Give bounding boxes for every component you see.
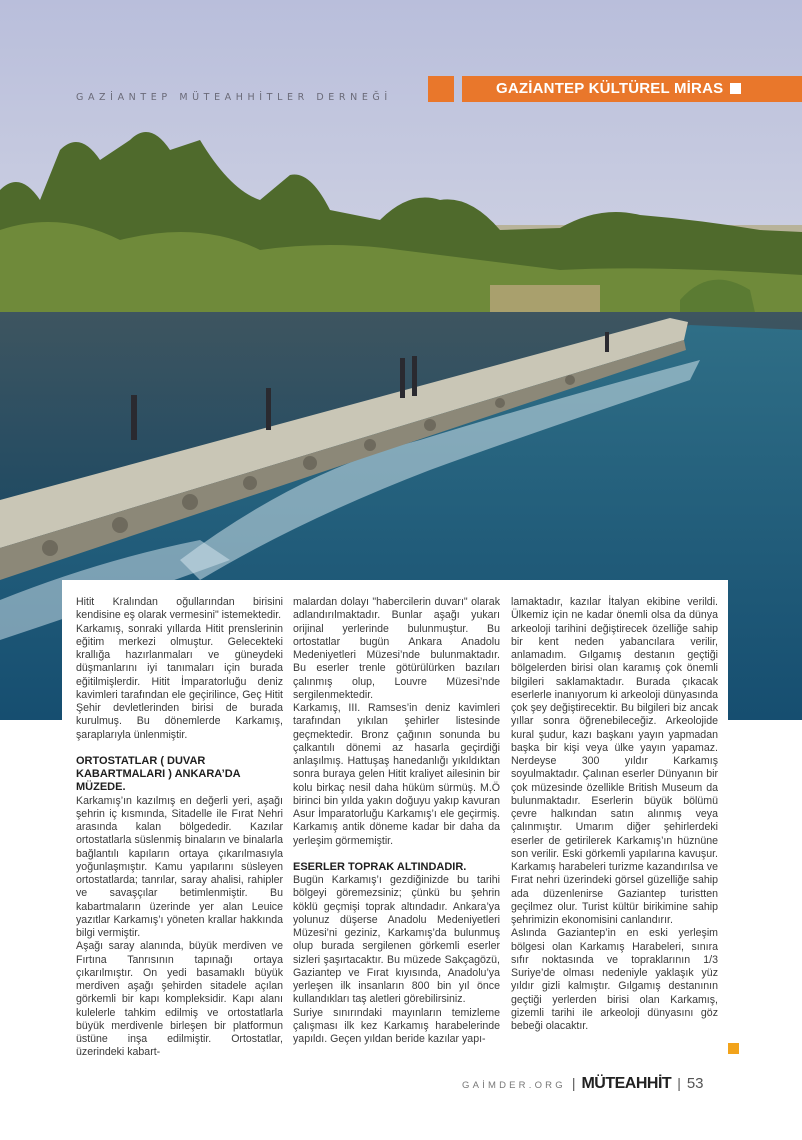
organization-name: GAZİANTEP MÜTEAHHİTLER DERNEĞİ bbox=[76, 92, 392, 103]
paragraph: Suriye sınırındaki mayınların temizleme çalışması ilk kez Karkamış harabelerinde yapıldı. Geçen yıldan beride kazılar yapı- bbox=[293, 1006, 500, 1045]
paragraph: Bugün Karkamış’ı gezdiğinizde bu tarihi bölgeyi göremezsiniz; çünkü bu şehrin köklü geçmişi toprak altındadır. Ankara’ya yolunuz düşerse Anadolu Medeniyetleri Müzesi’ni geziniz, Karkamış’da bulunmuş olup burada sergilenen görkemli eserler sizleri şaşırtacaktır. Bu müzede Sakçagözü, Gaziantep ve Fırat kıyısında, Anadolu’ya yerleşen ilk insanların 800 bin yıl önce kullandıkları taş aletleri görebilirsiniz. bbox=[293, 874, 500, 1006]
article-column-2 bbox=[293, 596, 500, 1046]
paragraph: malardan dolayı "habercilerin duvarı" olarak adlandırılmaktadır. Bunlar aşağı yukarı orijinal yerlerinde bulunmuştur. Bu ortostatlar bugün Ankara Anadolu Medeniyetleri Müzesi’nde bulunmaktadır. Bu eserler trenle götürülürken bazıları çalınmış olup, Louvre Müzesi’nde sergilenmektedir. bbox=[293, 596, 500, 701]
paragraph: Karkamış, III. Ramses’in deniz kavimleri tarafından yıkılan şehirler listesinde geçmektedir. Bronz çağının sonunda bu çalkantılı dönemi az hasarla geçirdiği anlaşılmış. Hattuşaş hanedanlığı yıkıldıktan sonra buraya gelen Hitit kraliyet ailesinin bir kolu birkaç nesil daha hüküm sürmüş. M.Ö birinci bin yılda yakın doğuyu yakıp kavuran Asur İmparatorluğu Karkamış’ı ele geçirmiş. Karkamış antik döneme kadar bir daha da yerleşim görmemiştir. bbox=[293, 702, 500, 847]
section-heading: ESERLER TOPRAK ALTINDADIR. bbox=[293, 860, 467, 873]
header-accent-square bbox=[428, 76, 454, 102]
website-link[interactable]: GAİMDER.ORG bbox=[462, 1080, 566, 1091]
paragraph: Hitit Kralından oğullarından birisini kendisine eş olarak vermesini" istemektedir. bbox=[76, 596, 283, 622]
section-title: GAZİANTEP KÜLTÜREL MİRAS bbox=[496, 80, 724, 97]
paragraph: Aşağı saray alanında, büyük merdiven ve Fırtına Tanrısının tapınağı ortaya çıkarılmıştır. On yedi basamaklı büyük merdiven aşağı şehirden sitadele açılan görkemli bir kapı kompleksidir. Kapı alanı kulelerle tahkim edilmiş ve ortostatlarla büyük merdivenle birleşen bir platformun üstüne inşa edilmiştir. Ortostatlar, üzerindeki kabart- bbox=[76, 940, 283, 1059]
section-banner bbox=[462, 76, 802, 102]
article-column-3 bbox=[511, 596, 718, 1033]
footer-separator: | bbox=[571, 1075, 576, 1091]
paragraph: Aslında Gaziantep’in en eski yerleşim bölgesi olan Karkamış Harabeleri, sınıra sıfır noktasında ve topraklarının 1/3 Suriye’de olması nedeniyle yaklaşık yüz yıldır gizli kalmıştır. Gılgamış destanının geçtiği yerlerden birisi olan Karkamış, gizemli tarihi ile arkeoloji dünyasını göz bebeği olacaktır. bbox=[511, 927, 718, 1032]
paragraph: lamaktadır, kazılar İtalyan ekibine verildi. Ülkemiz için ne kadar önemli olsa da dünya arkeoloji tarihini değiştirecek özelliğe sahip bir kent neden yabancılara verilir, anlamadım. Gılgamış destanın geçtiği bölgelerden birisi olan karamış çok önemli bilgileri saklamaktadır. Burada çıkacak eserlerle inanıyorum ki arkeoloji dünyasında çok şey değiştirecektir. Bu bilgileri biz ancak yıllar sonra öğrenebileceğiz. Arkeolojide kural şudur, kazı başkanı yayın yapmadan başka bir kişi veya ülke yayın yapamaz. Nerdeyse 300 yıldır Karkamış soyulmaktadır. Çalınan eserler Dünyanın bir çok müzesinde özellikle British Museum da bulunmaktadır. Eserlerin büyük bölümü çevre halkından satın alınmış veya çalınmıştır. Umarım diğer şehirlerdeki eserler de getirilerek Karkamış’ın hüznüne son verilir. Eski görkemli yapılarına kavuşur. Karkamış harabeleri turizme kazandırılsa ve Fırat nehri üzerindeki görsel güzelliğe sahip ada düzenlenirse Gaziantep turistten geçilmez olur. Turist kültür birikimine sahip şehrimizin ekonomisini canlandırır. bbox=[511, 596, 718, 926]
paragraph: Karkamış, sonraki yıllarda Hitit prenslerinin eğitim merkezi olmuştur. Gelecekteki krallığa hazırlanmaları ve güneydeki düşmanlarını iyi tanımaları için burada eğitilmişlerdir. Hitit İmparatorluğu deniz kavimleri tarafından ele geçirilince, Geç Hitit Şehir devletlerinden birisi de burada kurulmuş. Bu dönemlerde Karkamış, şaraplarıyla ünlenmiştir. bbox=[76, 622, 283, 741]
page-footer bbox=[462, 1075, 704, 1093]
article-column-1 bbox=[76, 596, 283, 1060]
paragraph: Karkamış’ın kazılmış en değerli yeri, aşağı şehrin iç kısmında, Sitadelle ile Fırat Nehri arasında kalan bölgededir. Kazılar ortostatlarla süslenmiş binaların ve binalarla bağlantılı kapıların ortaya çıkarılmasıyla yoğunlaşmıştır. Kamu yapılarını süsleyen ortostatlarda; tanrılar, saray ahalisi, rahipler ve savaşçılar betimlenmiştir. Bu kabartmaların üzerinde yer alan Leuice yazıtlar Karkamış’ı yöneten krallar hakkında bilgi vermiştir. bbox=[76, 794, 283, 939]
page-number: 53 bbox=[686, 1075, 704, 1092]
end-of-article-square-icon bbox=[728, 1043, 739, 1054]
square-icon bbox=[730, 83, 741, 94]
section-heading: ORTOSTATLAR ( DUVAR KABARTMALARI ) ANKARA’DA MÜZEDE. bbox=[76, 754, 241, 794]
footer-separator: | bbox=[677, 1075, 681, 1091]
magazine-logo: MÜTEAHHİT bbox=[581, 1075, 672, 1092]
